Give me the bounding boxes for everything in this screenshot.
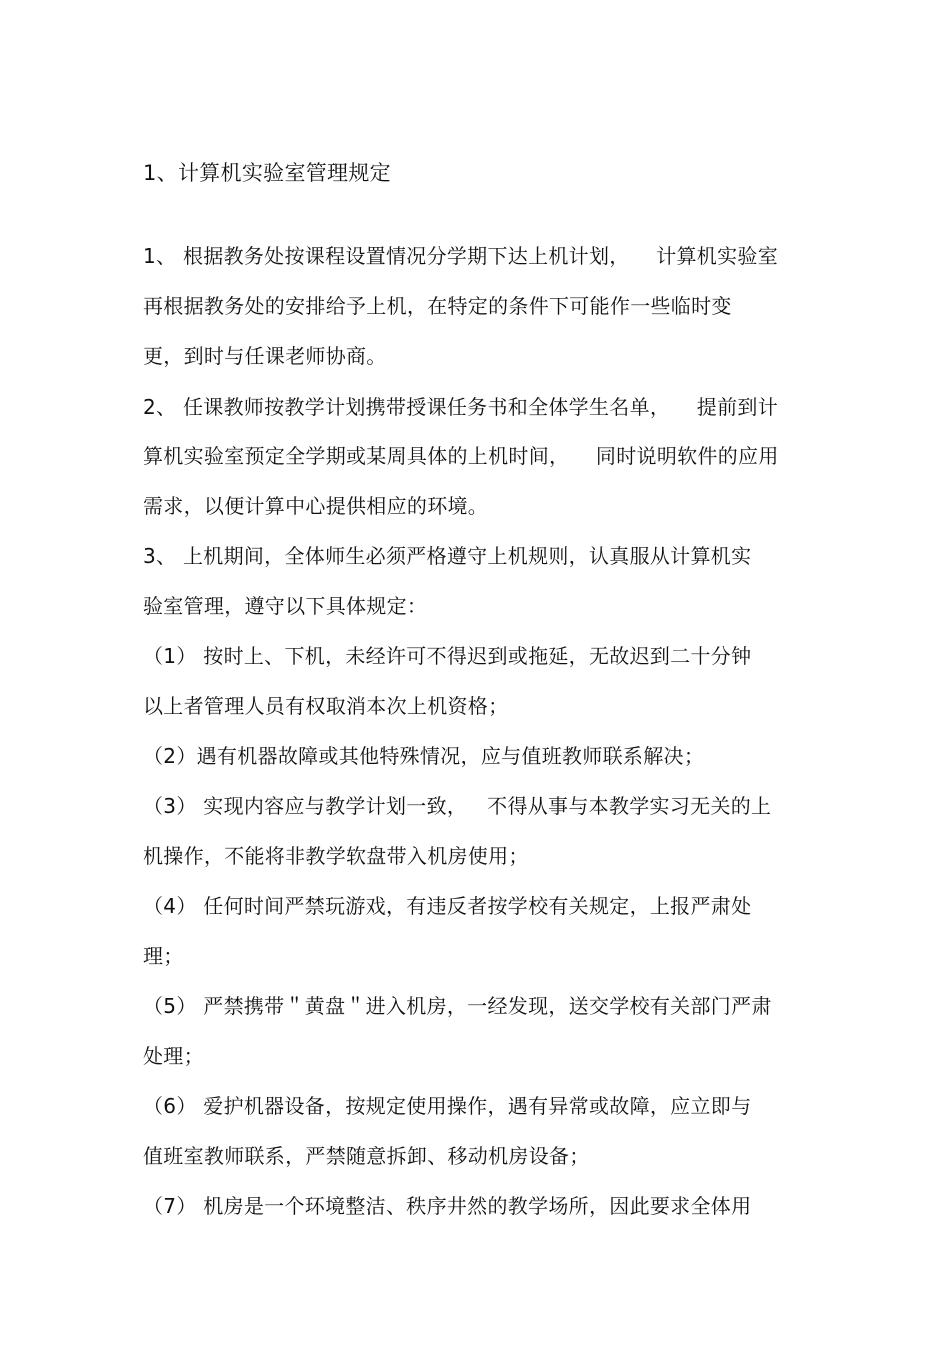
text-line: 2、 任课教师按教学计划携带授课任务书和全体学生名单， 提前到计 <box>143 395 779 419</box>
text-line: （7） 机房是一个环境整洁、秩序井然的教学场所，因此要求全体用 <box>143 1194 752 1218</box>
text-line: 需求，以便计算中心提供相应的环境。 <box>143 494 489 518</box>
text-line: 机操作，不能将非教学软盘带入机房使用； <box>143 844 529 868</box>
text-line: 验室管理，遵守以下具体规定： <box>143 594 428 618</box>
text-line: （4） 任何时间严禁玩游戏，有违反者按学校有关规定，上报严肃处 <box>143 894 752 918</box>
text-line: 更，到时与任课老师协商。 <box>143 344 387 368</box>
text-line: 再根据教务处的安排给予上机，在特定的条件下可能作一些临时变 <box>143 294 732 318</box>
text-line: （3） 实现内容应与教学计划一致， 不得从事与本教学实习无关的上 <box>143 794 772 818</box>
text-line: （6） 爱护机器设备，按规定使用操作，遇有异常或故障，应立即与 <box>143 1094 752 1118</box>
text-line: 以上者管理人员有权取消本次上机资格； <box>143 694 509 718</box>
text-line: 处理； <box>143 1044 204 1068</box>
document-title: 1、计算机实验室管理规定 <box>143 161 391 185</box>
text-line: 3、 上机期间，全体师生必须严格遵守上机规则，认真服从计算机实 <box>143 544 752 568</box>
text-line: （5） 严禁携带＂黄盘＂进入机房，一经发现，送交学校有关部门严肃 <box>143 994 772 1018</box>
text-line: 算机实验室预定全学期或某周具体的上机时间， 同时说明软件的应用 <box>143 444 779 468</box>
text-line: 值班室教师联系，严禁随意拆卸、移动机房设备； <box>143 1144 590 1168</box>
text-line: 理； <box>143 944 184 968</box>
text-line: （2）遇有机器故障或其他特殊情况，应与值班教师联系解决； <box>143 744 705 768</box>
text-line: （1） 按时上、下机，未经许可不得迟到或拖延，无故迟到二十分钟 <box>143 644 752 668</box>
text-line: 1、 根据教务处按课程设置情况分学期下达上机计划， 计算机实验室 <box>143 244 779 268</box>
